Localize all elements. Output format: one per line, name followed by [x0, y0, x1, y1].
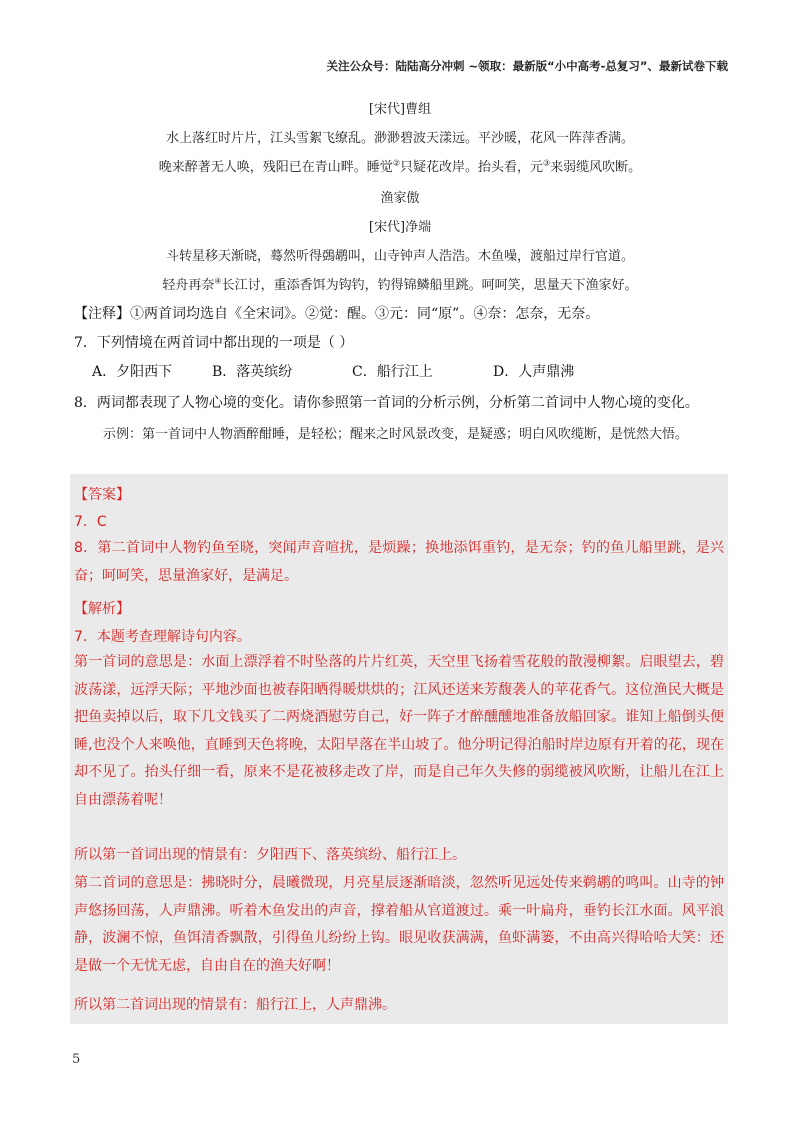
question-7-option-b: B．落英缤纷	[212, 364, 293, 380]
answer-8: 8．第二首词中人物钓鱼至晓，突闻声音喧扰，是烦躁；换地添饵重钓，是无奈；钓的鱼儿船里跳，是兴奋；呵呵笑，思量渔家好，是满足。	[74, 540, 724, 584]
poem2-author: [宋代]净端	[368, 220, 432, 235]
annotation-note: 【注释】①两首词均选自《全宋词》。②觉：醒。③元：同“原”。④奈：怎奈，无奈。	[74, 306, 600, 322]
poem1-line-1: 水上落红时片片，江头雪絮飞缭乱。渺渺碧波天漾远。平沙暖，花风一阵萍香满。	[165, 131, 634, 146]
analysis-heading: 【解析】	[74, 601, 130, 617]
analysis-poem1-summary: 所以第一首词出现的情景有：夕阳西下、落英缤纷、船行江上。	[74, 847, 466, 863]
question-7-option-a: A．夕阳西下	[92, 364, 173, 380]
answer-heading: 【答案】	[74, 487, 130, 503]
page-number: 5	[72, 1052, 81, 1067]
page-header: 关注公众号：陆陆高分冲刺 ~领取：最新版“小中高考-总复习”、最新试卷下载	[326, 59, 728, 73]
analysis-poem1-meaning: 第一首词的意思是：水面上漂浮着不时坠落的片片红英，天空里飞扬着雪花般的散漫柳絮。启眼望去，碧波荡漾，远浮天际；平地沙面也被春阳晒得暖烘烘的；江风还送来芳馥袭人的苹花香气。这位渔民大概是把鱼卖掉以后，取下几文钱买了二两烧酒慰劳自己，好一阵子才醉醺醺地准备放船回家。谁知上船倒头便睡,也没个人来唤他，直睡到天色将晚，太阳早落在半山坡了。他分明记得泊船时岸边原有开着的花，现在却不见了。抬头仔细一看，原来不是花被移走改了岸，而是自己年久失修的弱缆被风吹断，让船儿在江上自由漂荡着呢！	[74, 654, 724, 808]
question-7-option-c: C．船行江上	[352, 364, 433, 380]
poem2-line-1: 斗转星移天渐晓，蓦然听得鵶鹕叫，山寺钟声人浩浩。木鱼噪，渡船过岸行官道。	[165, 249, 634, 264]
question-8-stem: 8．两词都表现了人物心境的变化。请你参照第一首词的分析示例，分析第二首词中人物心境的变化。	[74, 395, 699, 411]
question-7-option-d: D．人声鼎沸	[493, 364, 575, 380]
answer-7: 7．C	[74, 514, 107, 530]
question-7-stem: 7．下列情境在两首词中都出现的一项是（ ）	[74, 335, 354, 351]
analysis-intro: 7．本题考查理解诗句内容。	[74, 629, 251, 645]
analysis-poem2-summary: 所以第二首词出现的情景有：船行江上，人声鼎沸。	[74, 997, 396, 1013]
question-8-example: 示例：第一首词中人物酒醉酣睡，是轻松；醒来之时风景改变，是疑惑；明白风吹缆断，是恍然大悟。	[103, 427, 689, 442]
poem2-line-2: 轻舟再奈④长江讨，重添香饵为钩钓，钓得锦鳞船里跳。呵呵笑，思量天下渔家好。	[162, 276, 638, 293]
poem1-line-2: 晚来醉著无人唤，残阳已在青山畔。睡觉②只疑花改岸。抬头看，元③来弱缆风吹断。	[158, 158, 642, 175]
poem1-author: [宋代]曹组	[368, 102, 432, 117]
analysis-poem2-meaning: 第二首词的意思是：拂晓时分，晨曦微现，月亮星辰逐渐暗淡，忽然听见远处传来鹈鹕的鸣叫。山寺的钟声悠扬回荡，人声鼎沸。听着木鱼发出的声音，撑着船从官道渡过。乘一叶扁舟，垂钓长江水面。风平浪静，波澜不惊，鱼饵清香飘散，引得鱼儿纷纷上钩。眼见收获满满，鱼虾满篓，不由高兴得哈哈大笑：还是做一个无忧无虑，自由自在的渔夫好啊！	[74, 875, 724, 974]
poem2-title: 渔家傲	[380, 191, 420, 206]
